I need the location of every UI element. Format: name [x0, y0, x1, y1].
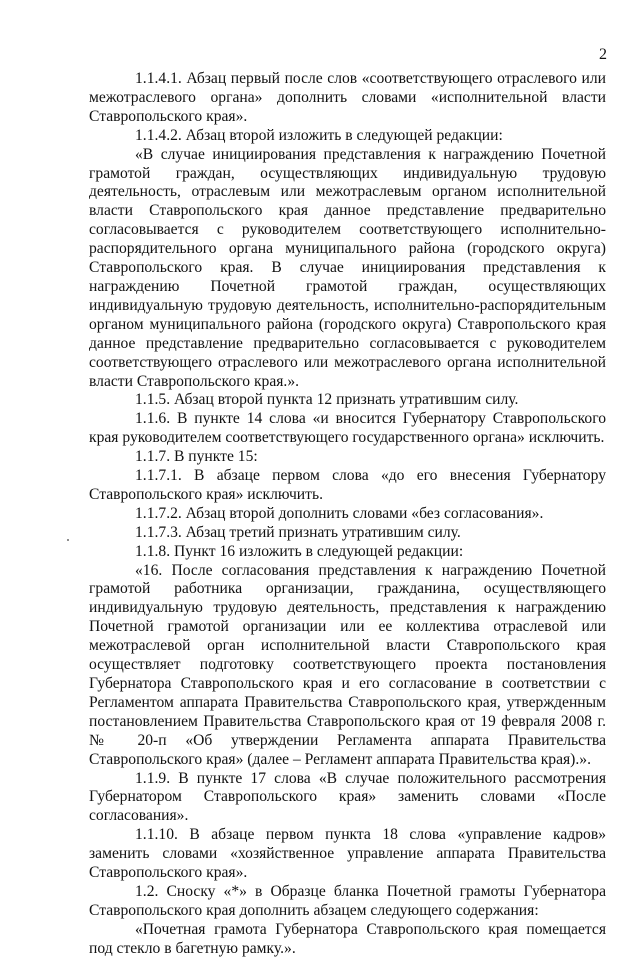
- paragraph-1-1-6: 1.1.6. В пункте 14 слова «и вносится Губернатору Ставропольского края руководителем соответствующего государственного органа» исключить.: [89, 410, 606, 447]
- page-number: 2: [599, 46, 607, 63]
- quoted-footnote-addition: «Почетная грамота Губернатора Ставропольского края помещается под стекло в багетную рамку.».: [89, 920, 606, 957]
- quoted-point-16-new-text: «16. После согласования представления к награждению Почетной грамотой работника организации, гражданина, осуществляющего индивидуальную трудовую деятельность, представления к награждению Почетной грамотой организации или ее коллектива отраслевой или межотраслевой орган исполнительной власти Ставропольского края осуществляет подготовку соответствующего проекта постановления Губернатора Ставропольского края и его согласование в соответствии с Регламентом аппарата Правительства Ставропольского края, утвержденным постановлением Правительства Ставропольского края от 19 февраля 2008 г. № 20-п «Об утверждении Регламента аппарата Правительства Ставропольского края» (далее – Регламент аппарата Правительства края).».: [89, 561, 606, 768]
- paragraph-1-1-5: 1.1.5. Абзац второй пункта 12 признать утратившим силу.: [135, 391, 519, 409]
- paragraph-1-1-4-2: 1.1.4.2. Абзац второй изложить в следующей редакции:: [135, 126, 503, 144]
- paragraph-1-2: 1.2. Сноску «*» в Образце бланка Почетной грамоты Губернатора Ставропольского края дополнить абзацем следующего содержания:: [89, 882, 606, 919]
- paragraph-1-1-10: 1.1.10. В абзаце первом пункта 18 слова «управление кадров» заменить словами «хозяйственное управление аппарата Правительства Ставропольского края».: [89, 826, 606, 882]
- quoted-paragraph-2-new-text: «В случае инициирования представления к награждению Почетной грамотой граждан, осуществляющих индивидуальную трудовую деятельность, отраслевым или межотраслевым органом исполнительной власти Ставропольского края данное представление предварительно согласовывается с руководителем соответствующего исполнительно-распорядительного органа муниципального района (городского округа) Ставропольского края. В случае инициирования представления к награждению Почетной грамотой граждан, осуществляющих индивидуальную трудовую деятельность, исполнительно-распорядительным органом муниципального района (городского округа) Ставропольского края данное представление предварительно согласовывается с руководителем соответствующего отраслевого или межотраслевого органа исполнительной власти Ставропольского края.».: [89, 145, 606, 390]
- paragraph-1-1-4-1: 1.1.4.1. Абзац первый после слов «соответствующего отраслевого или межотраслевого органа» дополнить словами «исполнительной власти Ставропольского края».: [89, 70, 606, 125]
- paragraph-1-1-7-3: 1.1.7.3. Абзац третий признать утратившим силу.: [135, 523, 461, 541]
- scan-speck: [67, 539, 69, 541]
- paragraph-1-1-7-2: 1.1.7.2. Абзац второй дополнить словами «без согласования».: [135, 504, 544, 522]
- document-body: [89, 70, 606, 959]
- paragraph-1-1-7: 1.1.7. В пункте 15:: [135, 448, 258, 466]
- paragraph-1-1-9: 1.1.9. В пункте 17 слова «В случае положительного рассмотрения Губернатором Ставропольского края» заменить словами «После согласования».: [89, 769, 606, 825]
- paragraph-1-1-7-1: 1.1.7.1. В абзаце первом слова «до его внесения Губернатору Ставропольского края» исключить.: [89, 467, 606, 503]
- paragraph-1-1-8: 1.1.8. Пункт 16 изложить в следующей редакции:: [135, 542, 464, 560]
